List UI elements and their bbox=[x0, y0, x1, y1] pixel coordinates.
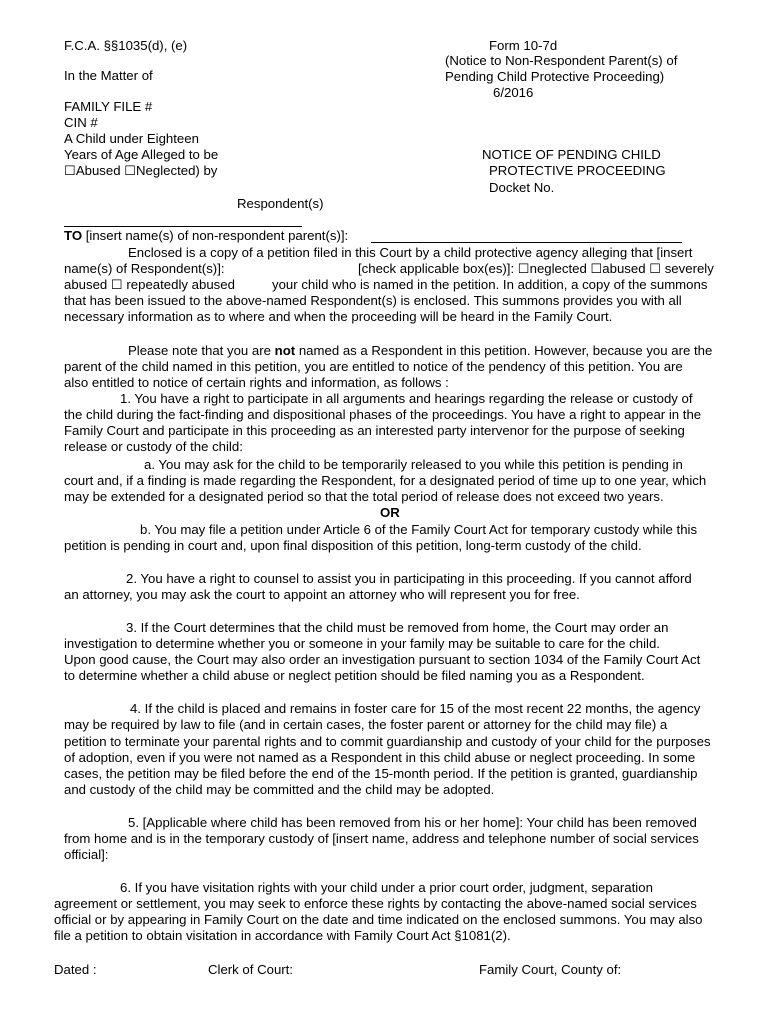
p2-line1 bbox=[128, 343, 712, 359]
item3-line3: Upon good cause, the Court may also order an investigation pursuant to section 1034 of the Family Court Act bbox=[64, 652, 701, 667]
p2-line1-start: Please note that you are bbox=[128, 343, 271, 358]
item1-line1: 1. You have a right to participate in all arguments and hearings regarding the release or custody of bbox=[120, 391, 693, 406]
to-line bbox=[64, 228, 348, 244]
item3-line1: 3. If the Court determines that the child must be removed from home, the Court may order an bbox=[126, 620, 669, 635]
item1a-line3: may be extended for a designated period so that the total period of release does not exceed two years. bbox=[64, 489, 664, 504]
docket-number-label: Docket No. bbox=[489, 180, 555, 195]
item6-line3: official or by appearing in Family Court on the date and time indicated on the enclosed summons. You may also bbox=[54, 912, 703, 927]
item1a-line1: a. You may ask for the child to be temporarily released to you while this petition is pending in bbox=[144, 457, 683, 472]
cin-label: CIN # bbox=[64, 115, 98, 130]
item4-line1: 4. If the child is placed and remains in foster care for 15 of the most recent 22 months, the agency bbox=[130, 701, 701, 716]
to-label: TO bbox=[64, 228, 83, 243]
p2-not-emphasis: not bbox=[274, 343, 296, 358]
statute-citation: F.C.A. §§1035(d), (e) bbox=[64, 38, 188, 53]
item5-line3: official]: bbox=[64, 847, 109, 862]
non-respondent-name-blank[interactable] bbox=[371, 242, 682, 243]
to-instruction: [insert name(s) of non-respondent parent(s)]: bbox=[85, 228, 349, 243]
in-the-matter-of: In the Matter of bbox=[64, 68, 153, 83]
notice-title-line2: PROTECTIVE PROCEEDING bbox=[489, 163, 666, 178]
item4-line6: and custody of the child may be committed and the child may be adopted. bbox=[64, 782, 495, 797]
item4-line2: may be required by law to file (and in certain cases, the foster parent or attorney for the child may file) a bbox=[64, 717, 668, 732]
p1-line3a: abused ☐ repeatedly abused bbox=[64, 277, 235, 292]
item2-line2: an attorney, you may ask the court to appoint an attorney who will represent you for free. bbox=[64, 587, 580, 602]
item3-line4: to determine whether a child abuse or neglect petition should be filed naming you as a Respondent. bbox=[64, 668, 645, 683]
p1-line1: Enclosed is a copy of a petition filed in this Court by a child protective agency alleging that [insert bbox=[128, 245, 693, 260]
item5-line2: from home and is in the temporary custody of [insert name, address and telephone number of social services bbox=[64, 831, 699, 846]
family-court-county-label: Family Court, County of: bbox=[479, 962, 622, 977]
item4-line5: cases, the petition may be filed before the end of the 15-month period. If the petition is granted, guardianship bbox=[64, 766, 698, 781]
form-number: Form 10-7d bbox=[489, 38, 558, 53]
p1-line2b: [check applicable box(es)]: ☐neglected ☐abused ☐ severely bbox=[358, 261, 714, 276]
dated-label: Dated : bbox=[54, 962, 97, 977]
child-description-line1: A Child under Eighteen bbox=[64, 131, 199, 146]
p2-line3: also entitled to notice of certain rights and information, as follows : bbox=[64, 375, 449, 390]
child-description-line3: ☐Abused ☐Neglected) by bbox=[64, 163, 218, 178]
item2-line1: 2. You have a right to counsel to assist you in participating in this proceeding. If you cannot afford bbox=[126, 571, 692, 586]
family-file-label: FAMILY FILE # bbox=[64, 99, 153, 114]
item1b-line2: petition is pending in court and, upon final disposition of this petition, long-term custody of the child. bbox=[64, 538, 642, 553]
p1-line3b: your child who is named in the petition. In addition, a copy of the summons bbox=[272, 277, 708, 292]
item1-line4: release or custody of the child: bbox=[64, 439, 243, 454]
item1b-line1: b. You may file a petition under Article 6 of the Family Court Act for temporary custody while this bbox=[140, 522, 698, 537]
respondents-label: Respondent(s) bbox=[237, 196, 324, 211]
child-description-line2: Years of Age Alleged to be bbox=[64, 147, 219, 162]
form-date: 6/2016 bbox=[493, 85, 534, 100]
item4-line4: of adoption, even if you were not named as a Respondent in this child abuse or neglect proceeding. In some bbox=[64, 750, 696, 765]
clerk-of-court-label: Clerk of Court: bbox=[208, 962, 294, 977]
item5-line1: 5. [Applicable where child has been removed from his or her home]: Your child has been removed bbox=[128, 815, 697, 830]
item4-line3: petition to terminate your parental rights and to commit guardianship and custody of your child for the purposes bbox=[64, 734, 711, 749]
or-separator: OR bbox=[380, 505, 400, 520]
notice-title-line1: NOTICE OF PENDING CHILD bbox=[482, 147, 661, 162]
p2-line1-end: named as a Respondent in this petition. However, because you are the bbox=[298, 343, 713, 358]
item6-line1: 6. If you have visitation rights with your child under a prior court order, judgment, separation bbox=[120, 880, 653, 895]
p1-line4: that has been issued to the above-named Respondent(s) is enclosed. This summons provides you with all bbox=[64, 293, 682, 308]
item6-line2: agreement or settlement, you may seek to enforce these rights by contacting the above-named social services bbox=[54, 896, 697, 911]
item3-line2: investigation to determine whether you or someone in your family may be suitable to care for the child. bbox=[64, 636, 660, 651]
item6-line4: file a petition to obtain visitation in accordance with Family Court Act §1081(2). bbox=[54, 928, 511, 943]
item1-line2: the child during the fact-finding and dispositional phases of the proceedings. You have a right to appear in the bbox=[64, 407, 702, 422]
p1-line5: necessary information as to where and when the proceeding will be heard in the Family Court. bbox=[64, 309, 613, 324]
item1a-line2: court and, if a finding is made regarding the Respondent, for a designated period of time up to one year, which bbox=[64, 473, 707, 488]
item1-line3: Family Court and participate in this proceeding as an interested party intervenor for the purpose of seeking bbox=[64, 423, 685, 438]
form-description-line1: (Notice to Non-Respondent Parent(s) of bbox=[445, 53, 678, 68]
p1-line2a: name(s) of Respondent(s)]: bbox=[64, 261, 225, 276]
form-description-line2: Pending Child Protective Proceeding) bbox=[445, 69, 665, 84]
p2-line2: parent of the child named in this petition, you are entitled to notice of the pendency of this petition. You are bbox=[64, 359, 683, 374]
caption-divider-line bbox=[64, 226, 302, 227]
